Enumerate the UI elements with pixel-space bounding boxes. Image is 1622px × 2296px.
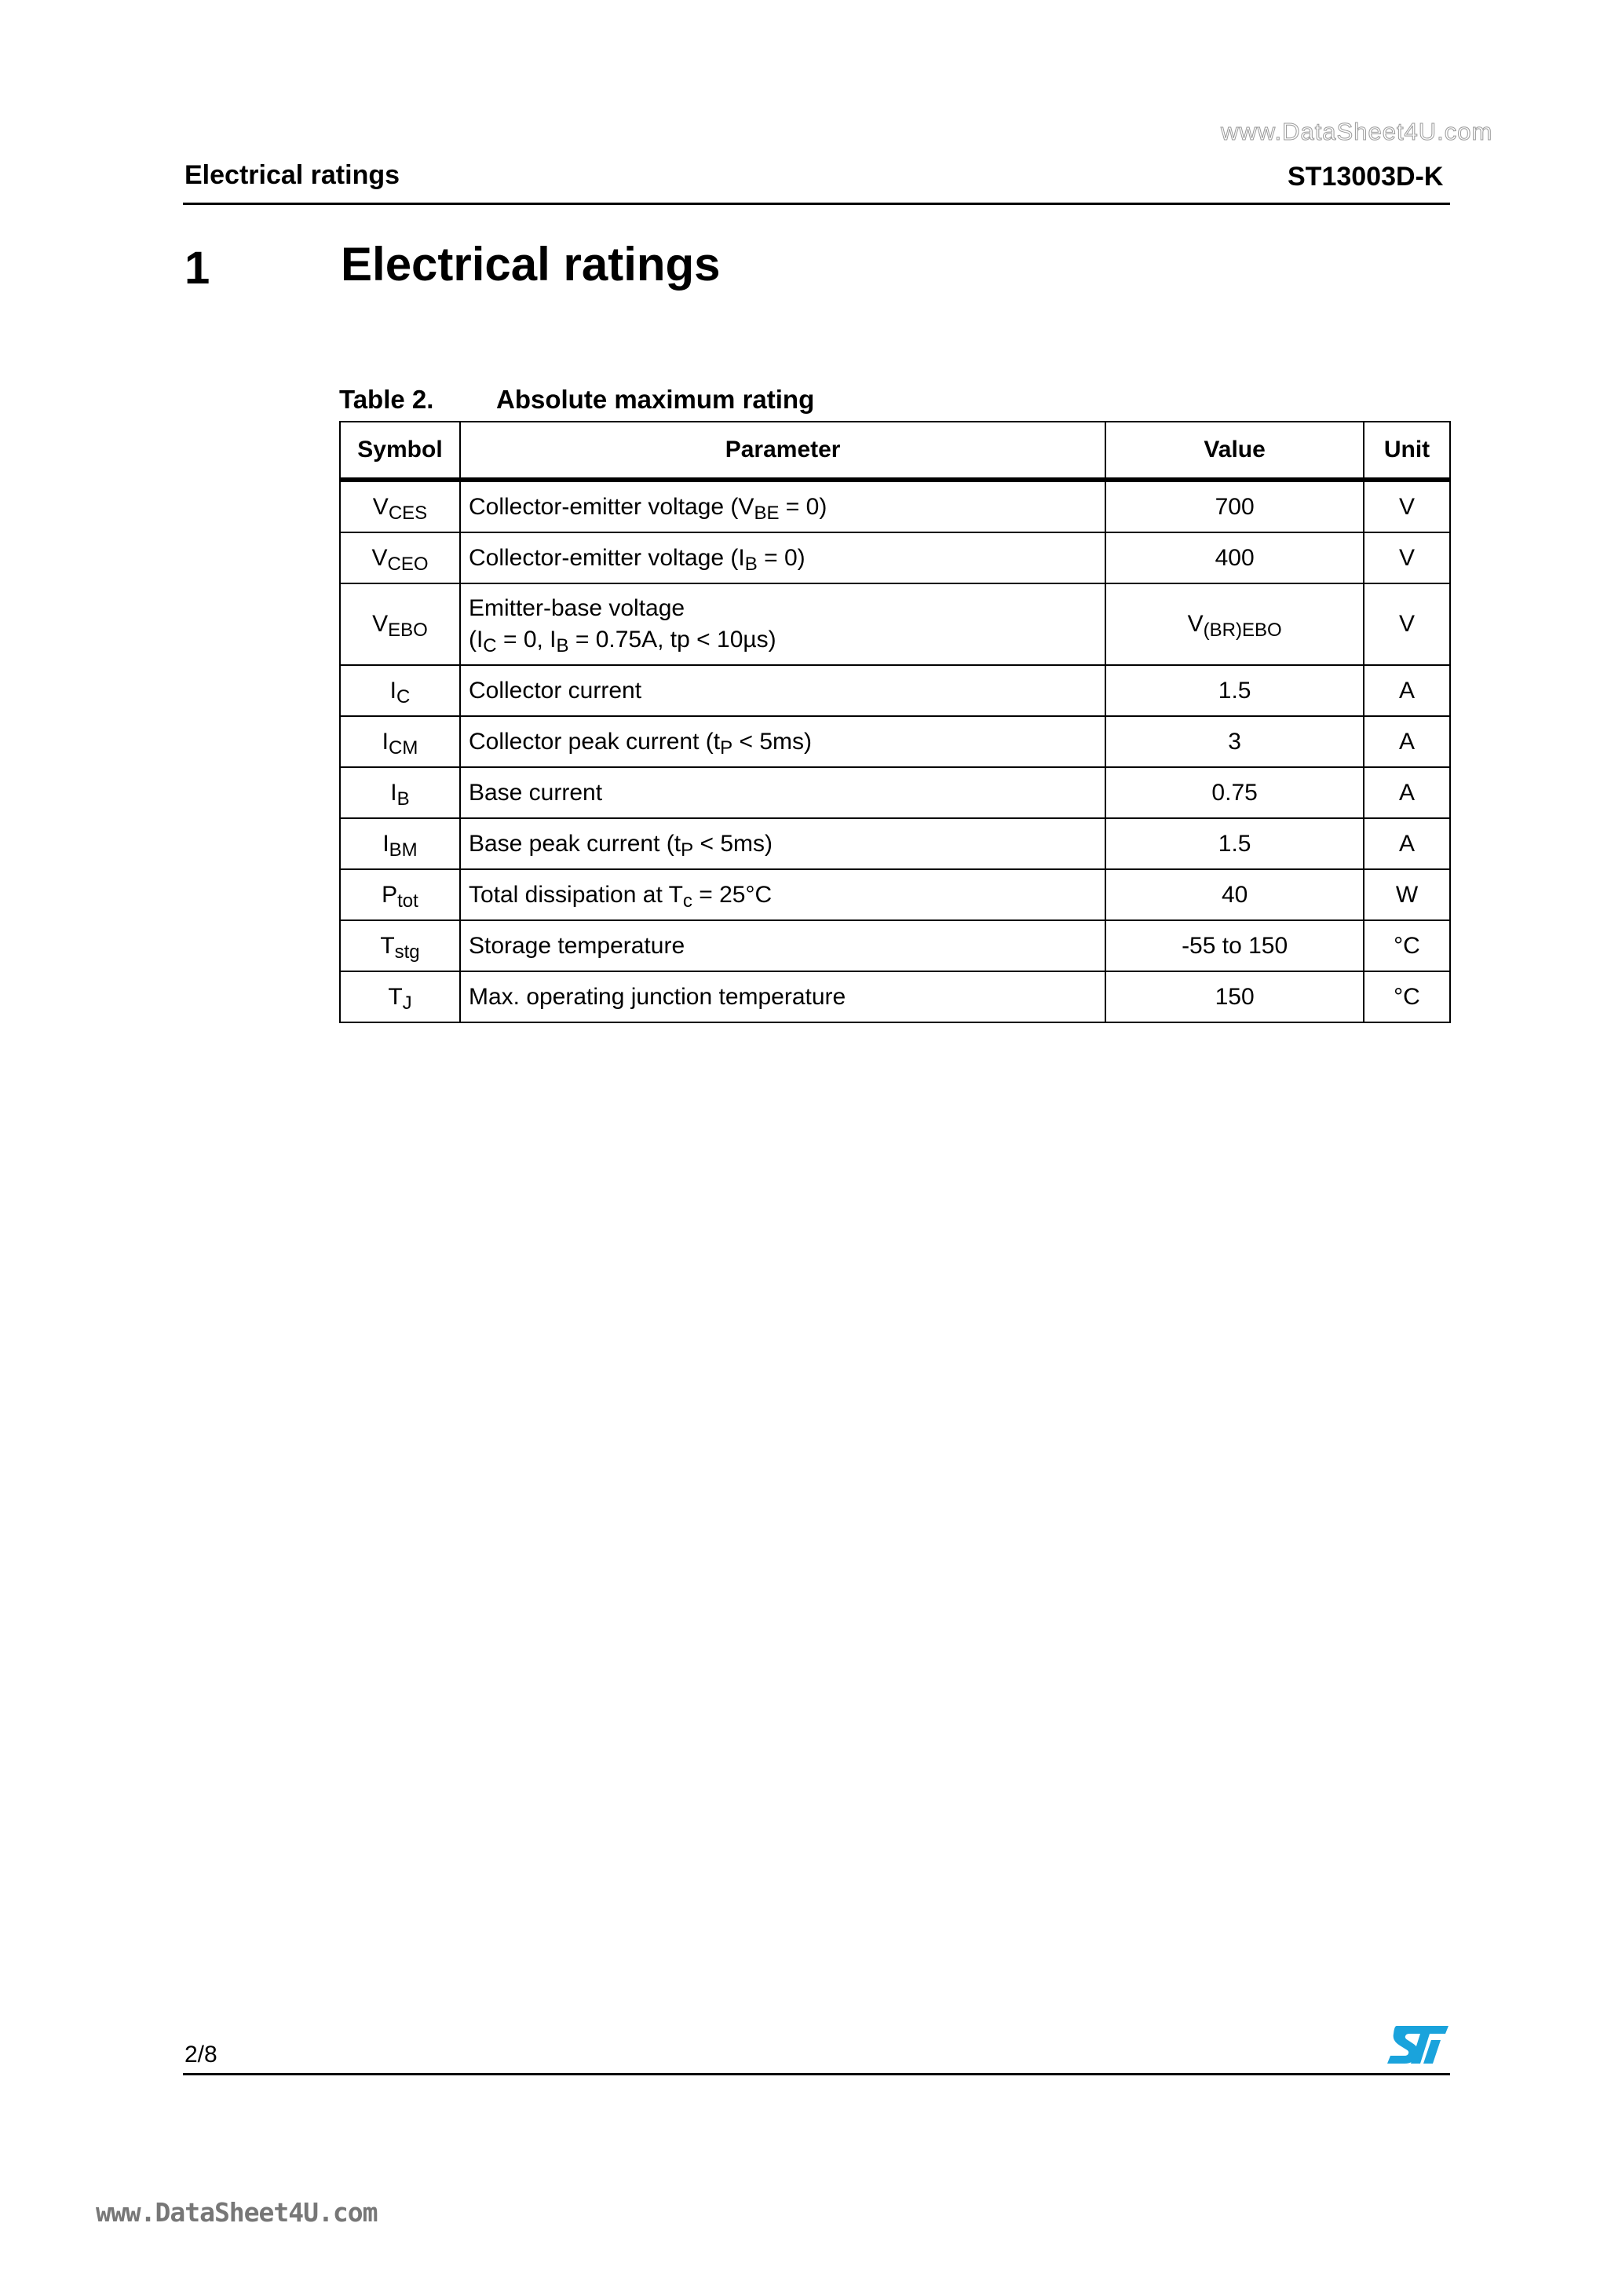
parameter-cell (460, 665, 1105, 716)
table-row (340, 767, 1450, 818)
parameter-line (469, 933, 1097, 960)
parameter-cell (460, 920, 1105, 971)
text-segment: T (388, 983, 403, 1010)
subscript: CM (388, 737, 418, 759)
value-cell (1105, 583, 1364, 665)
parameter-cell (460, 767, 1105, 818)
subscript: tot (397, 890, 418, 912)
subscript: P (720, 737, 733, 759)
table-row (340, 920, 1450, 971)
column-header-unit: Unit (1364, 422, 1450, 480)
unit-cell: V (1364, 583, 1450, 665)
parameter-line (468, 830, 1097, 861)
text-segment: 700 (1215, 493, 1255, 520)
unit-cell: A (1364, 767, 1450, 818)
text-segment: 40 (1221, 881, 1248, 908)
subscript: EBO (388, 620, 428, 641)
parameter-cell (460, 583, 1105, 665)
subscript: BE (754, 502, 780, 524)
text-segment: < 5ms) (732, 728, 812, 755)
text-segment: = 25°C (692, 881, 773, 908)
text-segment: = 0) (757, 544, 806, 571)
text-segment: Collector current (468, 677, 642, 704)
parameter-cell (460, 818, 1105, 869)
running-header-part-number: ST13003D-K (1288, 162, 1444, 192)
symbol-cell (340, 971, 460, 1022)
subscript: B (556, 635, 569, 656)
text-segment: 3 (1228, 728, 1241, 755)
text-segment: Emitter-base voltage (468, 595, 685, 621)
header-rule (183, 203, 1450, 205)
symbol-cell (340, 869, 460, 920)
text-segment: I (382, 728, 389, 755)
table-row (340, 532, 1450, 583)
text-segment: -55 to 150 (1182, 932, 1288, 959)
value-cell (1105, 767, 1364, 818)
text-segment: 150 (1215, 983, 1255, 1010)
subscript: CES (388, 502, 428, 524)
text-segment: 0.75 (1211, 779, 1258, 806)
table-row (340, 716, 1450, 767)
text-segment: T (380, 932, 395, 959)
column-header-parameter: Parameter (460, 422, 1105, 480)
parameter-line (468, 627, 1097, 656)
parameter-cell (460, 971, 1105, 1022)
page-number: 2/8 (184, 2042, 217, 2067)
text-segment: Base peak current (t (468, 830, 681, 857)
footer-rule (183, 2073, 1450, 2075)
text-segment: Total dissipation at T (468, 881, 683, 908)
symbol-cell (340, 767, 460, 818)
text-segment: = 0) (779, 493, 827, 520)
text-segment: P (382, 881, 398, 908)
text-segment: V (372, 493, 389, 520)
unit-cell: A (1364, 665, 1450, 716)
text-segment: V (371, 544, 388, 571)
symbol-cell (340, 716, 460, 767)
subscript: stg (394, 941, 420, 963)
section-title: Electrical ratings (341, 238, 721, 291)
value-cell (1105, 480, 1364, 532)
text-segment: 1.5 (1218, 830, 1251, 857)
table-header-row (340, 422, 1450, 480)
watermark-bottom: www.DataSheet4U.com (96, 2197, 378, 2228)
parameter-line (468, 544, 1097, 575)
watermark-top: www.DataSheet4U.com (1221, 118, 1493, 145)
symbol-cell (340, 480, 460, 532)
text-segment: V (372, 611, 389, 637)
value-cell (1105, 971, 1364, 1022)
subscript: (BR)EBO (1203, 620, 1282, 641)
subscript: P (681, 839, 694, 861)
text-segment: = 0, I (496, 627, 557, 653)
column-header-symbol: Symbol (340, 422, 460, 480)
value-cell (1105, 818, 1364, 869)
text-segment: Storage temperature (468, 932, 685, 959)
value-cell (1105, 716, 1364, 767)
symbol-cell (340, 920, 460, 971)
parameter-cell (460, 480, 1105, 532)
table-row (340, 818, 1450, 869)
parameter-line (468, 728, 1097, 759)
text-segment: I (382, 830, 389, 857)
value-cell (1105, 665, 1364, 716)
parameter-line (469, 984, 1097, 1011)
unit-cell: A (1364, 818, 1450, 869)
text-segment: Max. operating junction temperature (468, 983, 846, 1010)
running-header-section: Electrical ratings (184, 160, 400, 190)
text-segment: Collector peak current (t (468, 728, 721, 755)
subscript: C (483, 635, 497, 656)
parameter-cell (460, 716, 1105, 767)
parameter-line (468, 881, 1097, 912)
text-segment: = 0.75A, tp < 10µs) (568, 627, 776, 653)
subscript: CEO (387, 553, 429, 575)
absolute-maximum-rating-table (339, 421, 1451, 1023)
unit-cell: V (1364, 532, 1450, 583)
unit-cell: °C (1364, 920, 1450, 971)
value-cell (1105, 869, 1364, 920)
st-logo (1386, 2024, 1450, 2069)
text-segment: 400 (1215, 544, 1255, 571)
subscript: C (396, 686, 411, 707)
subscript: B (396, 788, 410, 810)
parameter-line (469, 595, 1097, 622)
text-segment: Collector-emitter voltage (V (468, 493, 754, 520)
text-segment: V (1187, 611, 1204, 637)
subscript: BM (389, 839, 418, 861)
text-segment: < 5ms) (693, 830, 773, 857)
subscript: B (744, 553, 758, 575)
value-cell (1105, 532, 1364, 583)
symbol-cell (340, 583, 460, 665)
text-segment: I (389, 677, 396, 704)
table-row (340, 971, 1450, 1022)
parameter-line (469, 678, 1097, 704)
subscript: c (682, 890, 692, 912)
parameter-cell (460, 869, 1105, 920)
parameter-line (469, 780, 1097, 806)
unit-cell: A (1364, 716, 1450, 767)
value-cell (1105, 920, 1364, 971)
parameter-line (468, 493, 1097, 524)
symbol-cell (340, 818, 460, 869)
unit-cell: W (1364, 869, 1450, 920)
subscript: J (402, 992, 412, 1014)
unit-cell: °C (1364, 971, 1450, 1022)
text-segment: Collector-emitter voltage (I (468, 544, 745, 571)
unit-cell: V (1364, 480, 1450, 532)
parameter-cell (460, 532, 1105, 583)
table-caption-number: Table 2. (339, 385, 434, 414)
section-number: 1 (184, 243, 210, 294)
column-header-value: Value (1105, 422, 1364, 480)
text-segment: 1.5 (1218, 677, 1251, 704)
table-caption-title: Absolute maximum rating (496, 385, 815, 414)
table-row (340, 665, 1450, 716)
text-segment: I (390, 779, 397, 806)
table-row (340, 583, 1450, 665)
table-row (340, 480, 1450, 532)
table-row (340, 869, 1450, 920)
text-segment: Base current (468, 779, 603, 806)
symbol-cell (340, 532, 460, 583)
symbol-cell (340, 665, 460, 716)
text-segment: (I (468, 627, 484, 653)
